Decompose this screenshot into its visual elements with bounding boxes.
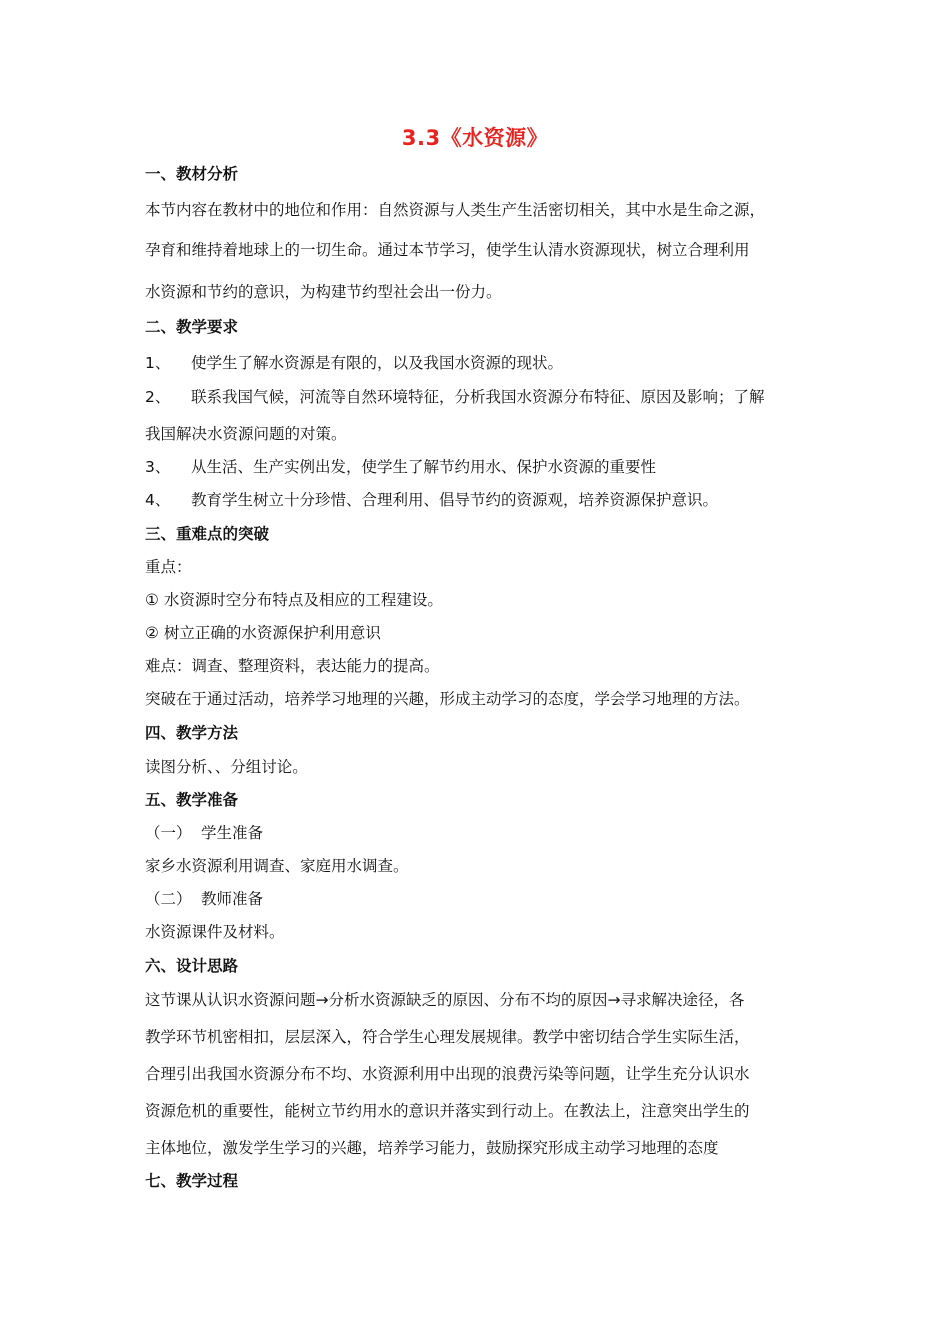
paragraph-line: 合理引出我国水资源分布不均、水资源利用中出现的浪费污染等问题，让学生充分认识水: [145, 1065, 750, 1083]
section-heading-5: 五、教学准备: [145, 791, 239, 809]
list-text: 教育学生树立十分珍惜、合理利用、倡导节约的资源观，培养资源保护意识。: [191, 491, 719, 509]
subheading: [145, 823, 263, 843]
list-item: [145, 490, 718, 510]
list-number: 1、: [145, 354, 171, 372]
list-number: 3、: [145, 458, 171, 476]
paragraph-line: 主体地位，激发学生学习的兴趣，培养学习能力，鼓励探究形成主动学习地理的态度: [145, 1139, 719, 1157]
paragraph-line: 水资源和节约的意识，为构建节约型社会出一份力。: [145, 283, 502, 301]
list-item-continuation: 我国解决水资源问题的对策。: [145, 425, 347, 443]
section-heading-4: 四、教学方法: [145, 724, 239, 742]
subheading-text: 学生准备: [201, 824, 264, 842]
page-title: 3.3《水资源》: [401, 126, 549, 150]
paragraph-line: 这节课从认识水资源问题→分析水资源缺乏的原因、分布不均的原因→寻求解决途径，各: [145, 991, 745, 1009]
subheading-number: （一）: [145, 824, 192, 842]
section-heading-6: 六、设计思路: [145, 957, 239, 975]
list-item: [145, 387, 765, 407]
text-line: ② 树立正确的水资源保护利用意识: [145, 624, 381, 642]
text-line: 难点：调查、整理资料，表达能力的提高。: [145, 657, 440, 675]
list-text: 联系我国气候，河流等自然环境特征，分析我国水资源分布特征、原因及影响；了解: [191, 388, 765, 406]
text-line: 重点：: [145, 558, 192, 576]
subheading-number: （二）: [145, 890, 192, 908]
list-number: 2、: [145, 388, 171, 406]
text-line: 读图分析、、分组讨论。: [145, 758, 308, 776]
paragraph-line: 本节内容在教材中的地位和作用：自然资源与人类生产生活密切相关，其中水是生命之源，: [145, 201, 766, 219]
text-line: 家乡水资源利用调查、家庭用水调查。: [145, 857, 409, 875]
section-heading-2: 二、教学要求: [145, 318, 239, 336]
subheading: [145, 889, 263, 909]
section-heading-3: 三、重难点的突破: [145, 525, 270, 543]
section-heading-1: 一、教材分析: [145, 165, 239, 183]
list-item: [145, 353, 563, 373]
section-heading-7: 七、教学过程: [145, 1172, 239, 1190]
list-number: 4、: [145, 491, 171, 509]
paragraph-line: 孕育和维持着地球上的一切生命。通过本节学习，使学生认清水资源现状，树立合理利用: [145, 241, 750, 259]
text-line: ① 水资源时空分布特点及相应的工程建设。: [145, 591, 443, 609]
list-text: 从生活、生产实例出发，使学生了解节约用水、保护水资源的重要性: [191, 458, 657, 476]
text-line: 水资源课件及材料。: [145, 923, 285, 941]
list-text: 使学生了解水资源是有限的，以及我国水资源的现状。: [191, 354, 564, 372]
list-item: [145, 457, 656, 477]
subheading-text: 教师准备: [201, 890, 264, 908]
text-line: 突破在于通过活动，培养学习地理的兴趣，形成主动学习的态度，学会学习地理的方法。: [145, 690, 750, 708]
paragraph-line: 资源危机的重要性，能树立节约用水的意识并落实到行动上。在教法上，注意突出学生的: [145, 1102, 750, 1120]
paragraph-line: 教学环节机密相扣，层层深入，符合学生心理发展规律。教学中密切结合学生实际生活，: [145, 1028, 750, 1046]
